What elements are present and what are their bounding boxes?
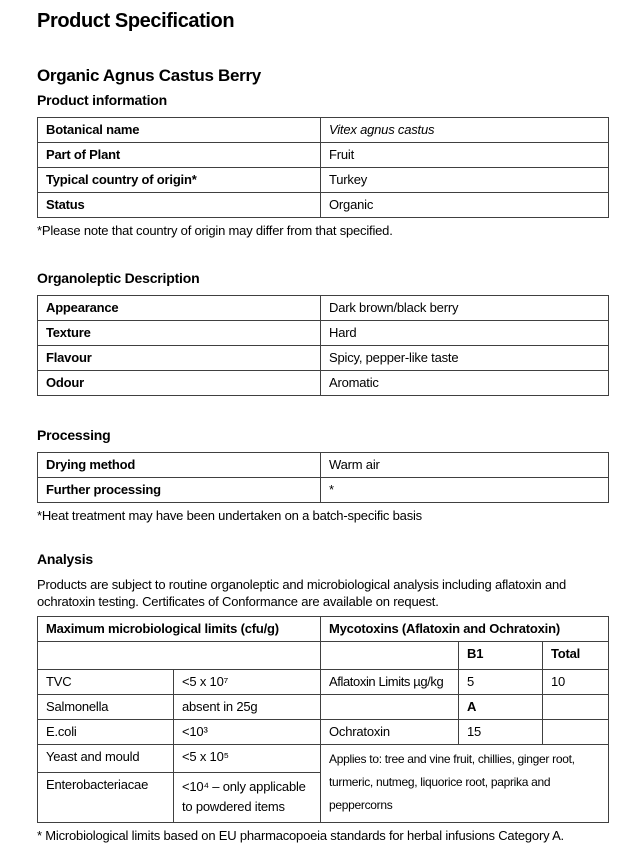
spec-label: Appearance (38, 296, 321, 321)
spec-value: Hard (321, 321, 609, 346)
limit-cell: <5 x 10⁵ (174, 745, 321, 773)
mycotoxin-cell: Aflatoxin Limits µg/kg (321, 670, 459, 695)
spec-label: Drying method (38, 453, 321, 478)
spec-label: Texture (38, 321, 321, 346)
heat-treatment-footnote: *Heat treatment may have been undertaken on a batch-specific basis (37, 508, 422, 523)
empty-cell (321, 642, 459, 670)
spec-label: Part of Plant (38, 143, 321, 168)
limit-cell: absent in 25g (174, 695, 321, 720)
product-info-table (37, 117, 609, 218)
origin-footnote: *Please note that country of origin may differ from that specified. (37, 223, 393, 238)
page-title: Product Specification (37, 10, 235, 32)
spec-label: Flavour (38, 346, 321, 371)
organism-cell: Yeast and mould (38, 745, 174, 773)
spec-label: Typical country of origin* (38, 168, 321, 193)
product-name-heading: Organic Agnus Castus Berry (37, 66, 261, 85)
table-row (38, 617, 609, 642)
table-row (38, 695, 609, 720)
total-value-cell: 10 (543, 670, 609, 695)
table-row (38, 168, 609, 193)
spec-value: Vitex agnus castus (321, 118, 609, 143)
empty-cell (38, 642, 321, 670)
product-info-heading: Product information (37, 92, 167, 108)
table-row (38, 745, 609, 773)
table-row (38, 478, 609, 503)
organoleptic-table (37, 295, 609, 396)
table-row (38, 371, 609, 396)
spec-label: Further processing (38, 478, 321, 503)
table-row (38, 642, 609, 670)
organoleptic-heading: Organoleptic Description (37, 270, 200, 286)
total-value-cell (543, 695, 609, 720)
limit-cell: <10⁴ – only applicable to powdered items (174, 773, 321, 823)
spec-value: Spicy, pepper-like taste (321, 346, 609, 371)
spec-label: Status (38, 193, 321, 218)
organism-cell: Salmonella (38, 695, 174, 720)
organism-cell: Enterobacteriacae (38, 773, 174, 823)
table-row (38, 346, 609, 371)
analysis-heading: Analysis (37, 551, 93, 567)
spec-value: Aromatic (321, 371, 609, 396)
spec-label: Odour (38, 371, 321, 396)
micro-limits-header-cell: Maximum microbiological limits (cfu/g) (38, 617, 321, 642)
total-value-cell (543, 720, 609, 745)
organism-cell: TVC (38, 670, 174, 695)
spec-value: Organic (321, 193, 609, 218)
processing-heading: Processing (37, 427, 111, 443)
mycotoxin-cell (321, 695, 459, 720)
spec-value: Fruit (321, 143, 609, 168)
spec-value: Warm air (321, 453, 609, 478)
b1-value-cell: 5 (459, 670, 543, 695)
processing-table (37, 452, 609, 503)
table-row (38, 193, 609, 218)
total-column-header: Total (543, 642, 609, 670)
analysis-intro: Products are subject to routine organoleptic and microbiological analysis including aflatoxin and ochratoxin testing. Certificates of Conformance are available on request. (37, 577, 567, 609)
table-row (38, 670, 609, 695)
table-row (38, 296, 609, 321)
mycotoxins-header-cell: Mycotoxins (Aflatoxin and Ochratoxin) (321, 617, 609, 642)
mycotoxin-cell: Ochratoxin (321, 720, 459, 745)
table-row (38, 321, 609, 346)
limit-cell: <10³ (174, 720, 321, 745)
table-row (38, 453, 609, 478)
applies-to-cell: Applies to: tree and vine fruit, chillies, ginger root, turmeric, nutmeg, liquorice root, paprika and peppercorns (321, 745, 609, 823)
spec-label: Botanical name (38, 118, 321, 143)
limit-cell: <5 x 10⁷ (174, 670, 321, 695)
spec-value: * (321, 478, 609, 503)
table-row (38, 143, 609, 168)
b1-value-cell: A (459, 695, 543, 720)
b1-value-cell: 15 (459, 720, 543, 745)
b1-column-header: B1 (459, 642, 543, 670)
table-row (38, 720, 609, 745)
eu-standards-footnote: * Microbiological limits based on EU pharmacopoeia standards for herbal infusions Category A. (37, 828, 564, 843)
spec-value: Turkey (321, 168, 609, 193)
analysis-table (37, 616, 609, 823)
organism-cell: E.coli (38, 720, 174, 745)
table-row (38, 118, 609, 143)
spec-value: Dark brown/black berry (321, 296, 609, 321)
